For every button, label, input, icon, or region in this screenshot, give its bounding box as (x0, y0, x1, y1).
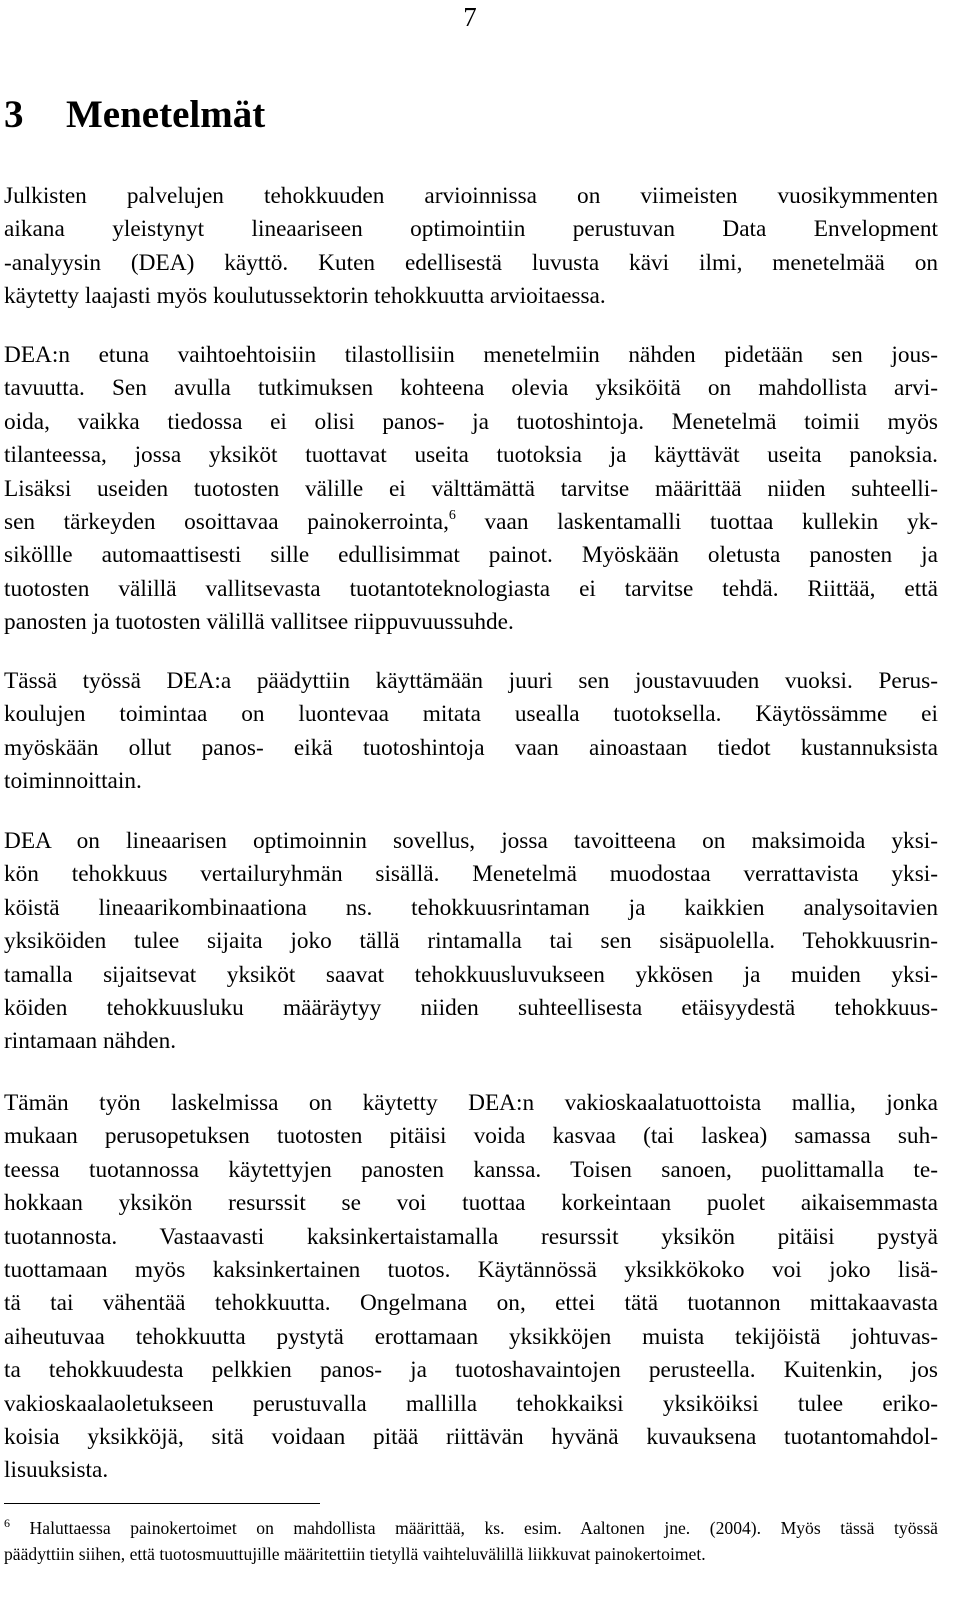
paragraph-2 (4, 339, 938, 640)
text-line: kön tehokkuus vertailuryhmän sisällä. Menetelmä muodostaa verrattavista yksi- (4, 861, 938, 888)
text-line: tä tai vähentää tehokkuutta. Ongelmana on, ettei tätä tuotannon mittakaavasta (4, 1290, 938, 1317)
text-line: myöskään ollut panos- eikä tuotoshintoja vaan ainoastaan tiedot kustannuksista (4, 734, 938, 761)
chapter-number: 3 (4, 93, 24, 136)
page-number: 7 (463, 2, 477, 32)
footnote-text: Haluttaessa painokertoimet on mahdollista määrittää, ks. esim. Aaltonen jne. (2004). Myös tässä työssä (10, 1518, 938, 1538)
text-line: mukaan perusopetuksen tuotosten pitäisi voida kasvaa (tai laskea) samassa suh- (4, 1123, 938, 1150)
text-line: aikana yleistynyt lineaariseen optimointiin perustuvan Data Envelopment (4, 216, 938, 243)
text-line: Tämän työn laskelmissa on käytetty DEA:n vakioskaalatuottoista mallia, jonka (4, 1090, 938, 1116)
text-line: panosten ja tuotosten välillä vallitsee riippuvuussuhde. (4, 609, 514, 636)
text-line: Julkisten palvelujen tehokkuuden arvioinnissa on viimeisten vuosikymmenten (4, 183, 938, 209)
text-segment: vaan laskentamalli tuottaa kullekin yk- (455, 509, 938, 536)
text-line: oida, vaikka tiedossa ei olisi panos- ja tuotoshintoja. Menetelmä toimii myös (4, 408, 938, 435)
text-line: käytetty laajasti myös koulutussektorin tehokkuutta arvioitaessa. (4, 283, 606, 310)
footnote-line (4, 1515, 938, 1541)
text-line: toiminnoittain. (4, 768, 142, 795)
text-line: tuotosten välillä vallitsevasta tuotantoteknologiasta ei tarvitse tehdä. Riittää, että (4, 575, 938, 602)
paragraph-5 (4, 1087, 938, 1488)
text-line: köistä lineaarikombinaationa ns. tehokkuusrintaman ja kaikkien analysoitavien (4, 894, 938, 921)
paragraph-1 (4, 180, 938, 314)
text-segment: sen tärkeyden osoittavaa painokerrointa, (4, 509, 449, 536)
text-line: siköllle automaattisesti sille edullisimmat painot. Myöskään oletusta panosten ja (4, 542, 938, 569)
text-line: vakioskaalaoletukseen perustuvalla mallilla tehokkaiksi yksiköiksi tulee eriko- (4, 1390, 938, 1417)
text-line: tamalla sijaitsevat yksiköt saavat tehokkuusluvukseen ykkösen ja muiden yksi- (4, 961, 938, 988)
chapter-title: Menetelmät (66, 93, 266, 136)
text-line: DEA:n etuna vaihtoehtoisiin tilastollisiin menetelmiin nähden pidetään sen jous- (4, 342, 938, 368)
chapter-heading (4, 92, 265, 138)
text-line: aiheutuvaa tehokkuutta pystytä erottamaan yksikköjen muista tekijöistä johtuvas- (4, 1323, 938, 1350)
text-line: lisuuksista. (4, 1457, 109, 1484)
text-line: ta tehokkuudesta pelkkien panos- ja tuotoshavaintojen perusteella. Kuitenkin, jos (4, 1357, 938, 1384)
text-line: tilanteessa, jossa yksiköt tuottavat useita tuotoksia ja käyttävät useita panoksia. (4, 442, 938, 469)
text-line: -analyysin (DEA) käyttö. Kuten edellisestä luvusta kävi ilmi, menetelmää on (4, 249, 938, 276)
text-line: tavuutta. Sen avulla tutkimuksen kohteena olevia yksiköitä on mahdollista arvi- (4, 375, 938, 402)
paragraph-3 (4, 665, 938, 799)
paragraph-4 (4, 825, 938, 1059)
text-line: DEA on lineaarisen optimoinnin sovellus, jossa tavoitteena on maksimoida yksi- (4, 828, 938, 854)
text-line: Tässä työssä DEA:a päädyttiin käyttämään juuri sen joustavuuden vuoksi. Perus- (4, 668, 938, 694)
text-line: Lisäksi useiden tuotosten välille ei välttämättä tarvitse määrittää niiden suhteelli- (4, 475, 938, 502)
text-line: rintamaan nähden. (4, 1028, 177, 1055)
text-line: tuottamaan myös kaksinkertainen tuotos. Käytännössä yksikkökoko voi joko lisä- (4, 1257, 938, 1284)
text-line: teessa tuotannossa käytettyjen panosten kanssa. Toisen sanoen, puolittamalla te- (4, 1156, 938, 1183)
text-line: koulujen toimintaa on luontevaa mitata usealla tuotoksella. Käytössämme ei (4, 701, 938, 728)
footnote (4, 1515, 938, 1567)
footnote-line: päädyttiin siihen, että tuotosmuuttujille määritettiin tietyllä vaihteluvälillä liikkuvat painokertoimet. (4, 1544, 706, 1564)
text-line: köiden tehokkuusluku määräytyy niiden suhteellisesta etäisyydestä tehokkuus- (4, 995, 938, 1022)
text-line: tuotannosta. Vastaavasti kaksinkertaistamalla resurssit yksikön pitäisi pystyä (4, 1223, 938, 1250)
text-line: yksiköiden tulee sijaita joko tällä rintamalla tai sen sisäpuolella. Tehokkuusrin- (4, 928, 938, 955)
text-line: koisia yksikköjä, sitä voidaan pitää riittävän hyvänä kuvauksena tuotantomahdol- (4, 1424, 938, 1451)
footnote-divider (4, 1503, 320, 1504)
text-line-with-footnote-ref (4, 506, 938, 539)
footnote-reference[interactable]: 6 (448, 508, 456, 524)
footnote-marker: 6 (4, 1516, 10, 1530)
text-line: hokkaan yksikön resurssit se voi tuottaa korkeintaan puolet aikaisemmasta (4, 1190, 938, 1217)
